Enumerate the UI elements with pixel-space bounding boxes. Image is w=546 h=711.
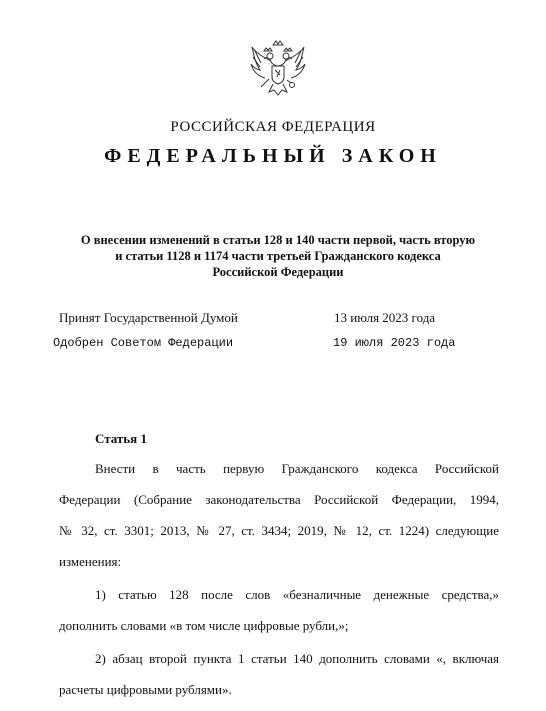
article-text-line: № 32, ст. 3301; 2013, № 27, ст. 3434; 2019, № 12, ст. 1224) следующие <box>59 523 499 538</box>
article-text-line: Внести в часть первую Гражданского кодекса Российской <box>95 461 499 476</box>
duma-adoption-label: Принят Государственной Думой <box>59 310 238 325</box>
law-title-line: Российской Федерации <box>212 265 344 279</box>
article-text-line: изменения: <box>59 554 122 569</box>
council-approval-label: Одобрен Советом Федерации <box>53 336 234 350</box>
article-text-line: расчеты цифровыми рублями». <box>59 682 232 697</box>
coat-of-arms-icon <box>247 37 309 103</box>
country-name: РОССИЙСКАЯ ФЕДЕРАЦИЯ <box>170 119 376 135</box>
article-text-line: 2) абзац второй пункта 1 статьи 140 дополнить словами «, включая <box>95 651 499 666</box>
article-heading: Статья 1 <box>95 431 147 446</box>
duma-adoption-date: 13 июля 2023 года <box>334 310 436 325</box>
article-text-line: 1) статью 128 после слов «безналичные денежные средства,» <box>95 587 499 602</box>
law-title-line: О внесении изменений в статьи 128 и 140 части первой, часть вторую <box>80 233 476 247</box>
law-title <box>40 232 516 280</box>
article-text-line: дополнить словами «в том числе цифровые рубли,»; <box>59 618 349 633</box>
article-text-line: Федерации (Собрание законодательства Российской Федерации, 1994, <box>59 492 499 507</box>
law-title-line: и статьи 1128 и 1174 части третьей Гражданского кодекса <box>115 249 441 263</box>
document-type-title: ФЕДЕРАЛЬНЫЙ ЗАКОН <box>104 145 442 167</box>
council-approval-date: 19 июля 2023 года <box>333 336 456 350</box>
